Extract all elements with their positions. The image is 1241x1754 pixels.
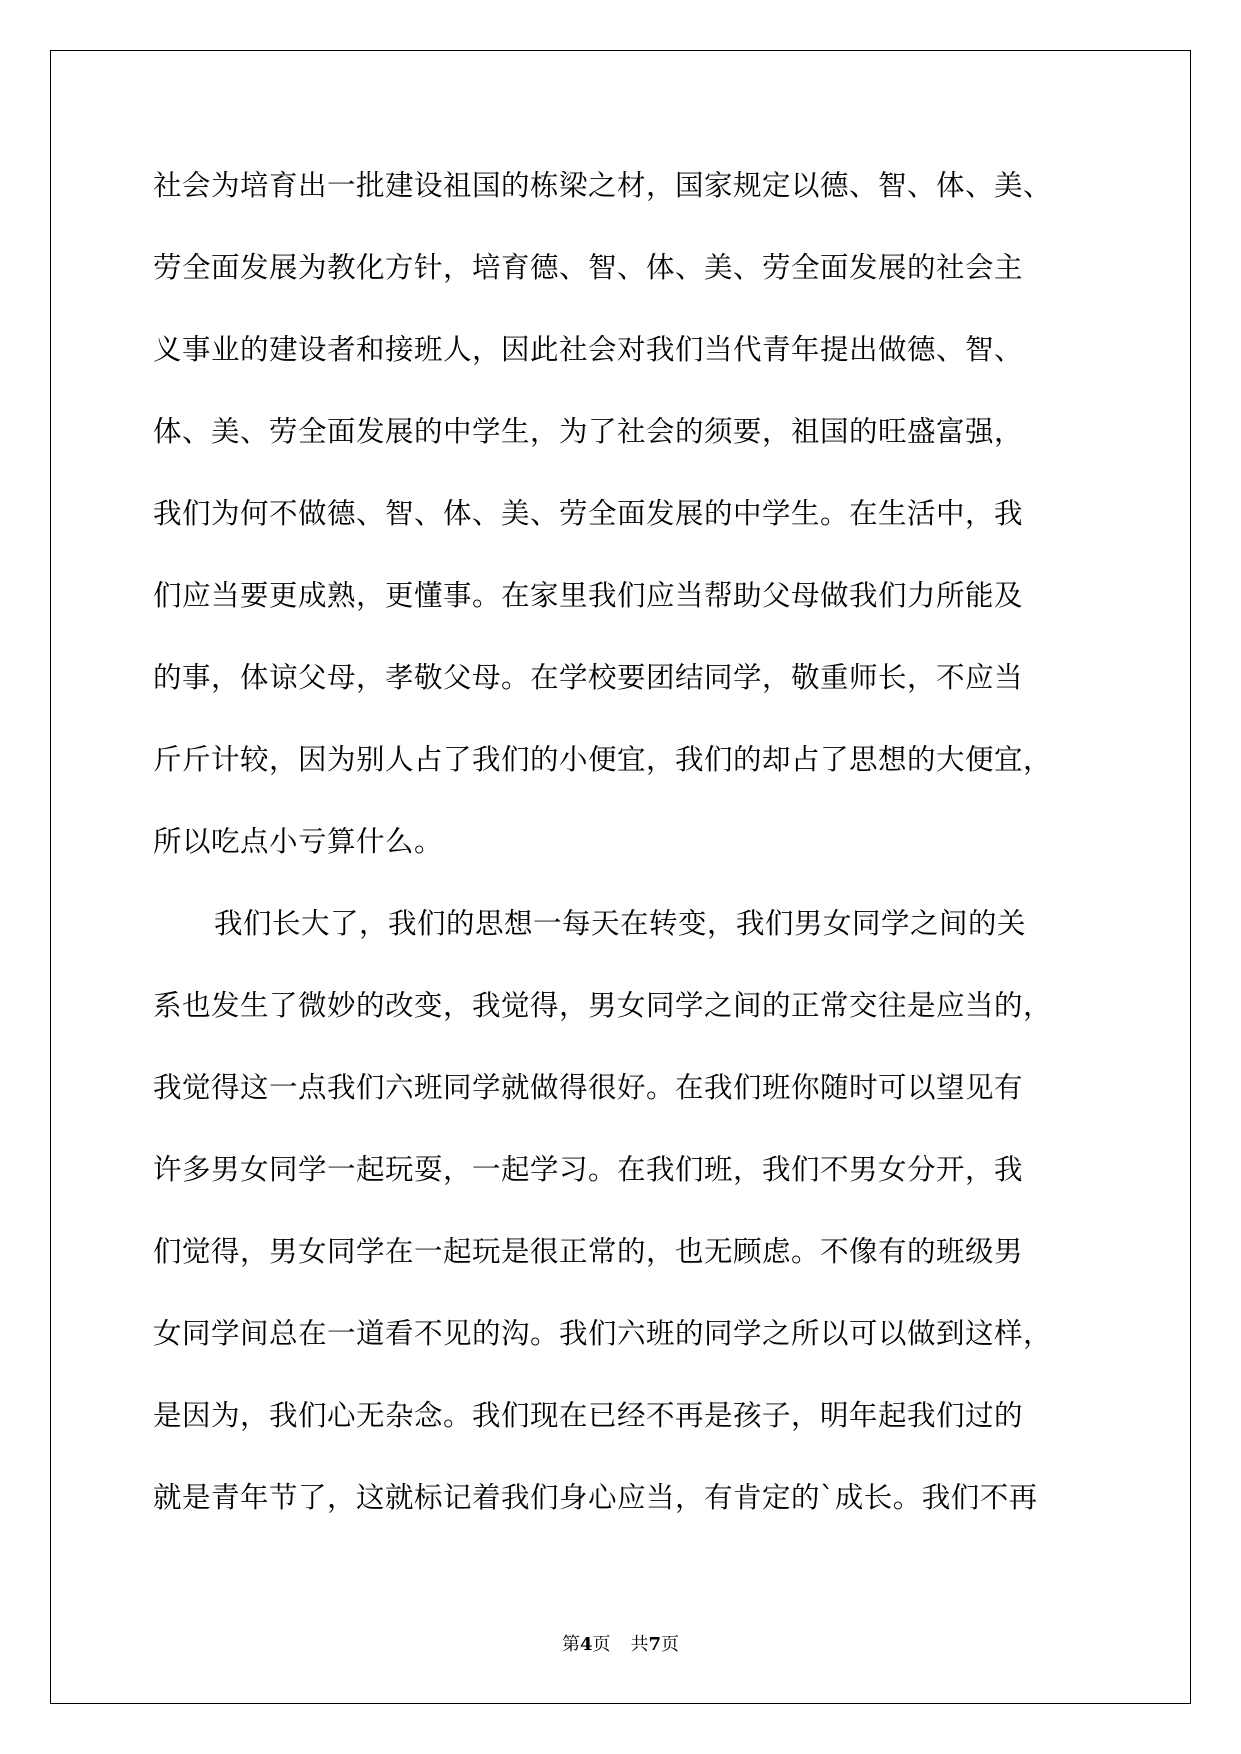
page-current: 4: [579, 1634, 593, 1655]
text-line: 我们为何不做德、智、体、美、劳全面发展的中学生。在生活中，我: [153, 497, 1024, 530]
text-line: 义事业的建设者和接班人，因此社会对我们当代青年提出做德、智、: [153, 333, 1024, 366]
page-suffix: 页: [592, 1634, 611, 1655]
text-line: 许多男女同学一起玩耍，一起学习。在我们班，我们不男女分开，我: [153, 1153, 1024, 1186]
total-suffix: 页: [661, 1634, 680, 1655]
page-footer: [0, 1630, 1241, 1656]
text-line: 系也发生了微妙的改变，我觉得，男女同学之间的正常交往是应当的，: [153, 989, 1053, 1022]
text-line: 我觉得这一点我们六班同学就做得很好。在我们班你随时可以望见有: [153, 1071, 1024, 1104]
page-prefix: 第: [561, 1634, 580, 1655]
text-line: 劳全面发展为教化方针，培育德、智、体、美、劳全面发展的社会主: [153, 251, 1024, 284]
paragraph-start-line: 我们长大了，我们的思想一每天在转变，我们男女同学之间的关: [214, 907, 1027, 940]
text-line: 是因为，我们心无杂念。我们现在已经不再是孩子，明年起我们过的: [153, 1399, 1024, 1432]
text-line: 体、美、劳全面发展的中学生，为了社会的须要，祖国的旺盛富强，: [153, 415, 1024, 448]
text-line: 就是青年节了，这就标记着我们身心应当，有肯定的`成长。我们不再: [153, 1481, 1038, 1514]
total-prefix: 共: [630, 1634, 649, 1655]
text-line: 们应当要更成熟，更懂事。在家里我们应当帮助父母做我们力所能及: [153, 579, 1024, 612]
text-line: 女同学间总在一道看不见的沟。我们六班的同学之所以可以做到这样，: [153, 1317, 1053, 1350]
document-body: [153, 145, 1093, 1539]
text-line: 们觉得，男女同学在一起玩是很正常的，也无顾虑。不像有的班级男: [153, 1235, 1024, 1268]
page-total: 7: [648, 1634, 662, 1655]
text-line: 社会为培育出一批建设祖国的栋梁之材，国家规定以德、智、体、美、: [153, 169, 1053, 202]
text-line: 的事，体谅父母，孝敬父母。在学校要团结同学，敬重师长，不应当: [153, 661, 1024, 694]
text-line: 所以吃点小亏算什么。: [153, 825, 444, 858]
text-line: 斤斤计较，因为别人占了我们的小便宜，我们的却占了思想的大便宜，: [153, 743, 1053, 776]
